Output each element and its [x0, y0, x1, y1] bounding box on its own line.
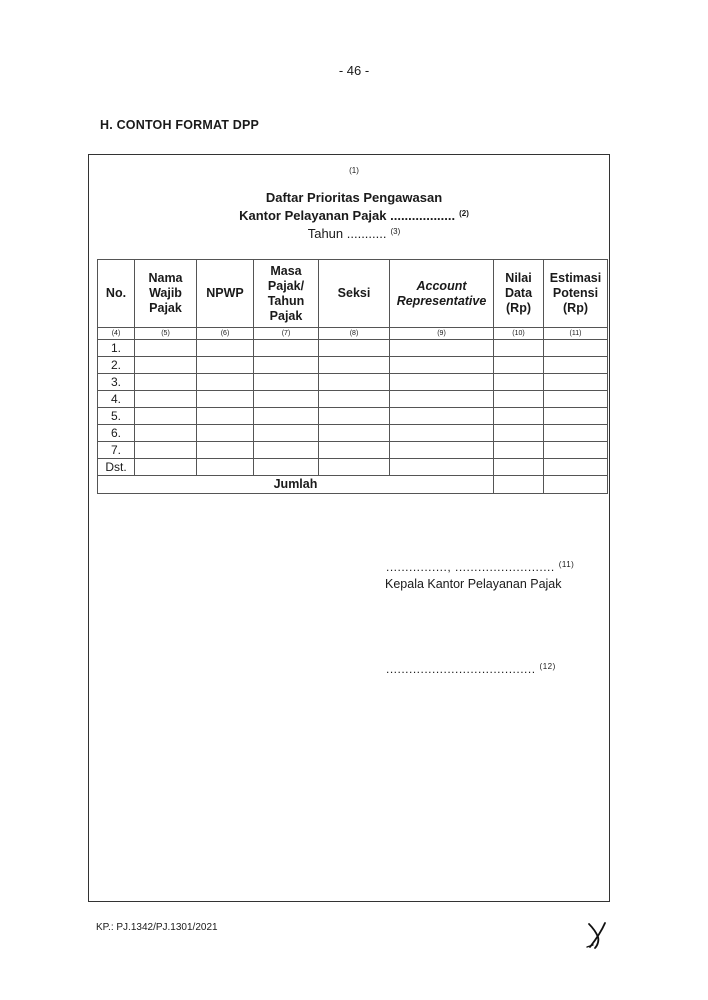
table-cell — [494, 374, 544, 391]
table-cell — [319, 357, 390, 374]
handwritten-initial-icon — [584, 918, 610, 957]
table-row — [98, 357, 608, 374]
place-date-dots: ................, .......................... — [386, 560, 555, 574]
row-number: 4. — [98, 391, 135, 408]
table-cell — [197, 340, 254, 357]
header-estimasi-potensi: Estimasi Potensi (Rp) — [544, 260, 608, 328]
row-number: Dst. — [98, 459, 135, 476]
table-cell — [254, 357, 319, 374]
column-number: (4) — [98, 328, 135, 340]
table-cell — [135, 357, 197, 374]
table-cell — [319, 408, 390, 425]
table-header-row — [98, 260, 608, 328]
table-row — [98, 425, 608, 442]
table-cell — [390, 340, 494, 357]
table-cell — [494, 442, 544, 459]
table-cell — [135, 459, 197, 476]
table-row — [98, 442, 608, 459]
table-row — [98, 374, 608, 391]
table-cell — [390, 425, 494, 442]
total-label: Jumlah — [98, 476, 494, 494]
table-cell — [135, 374, 197, 391]
table-cell — [494, 391, 544, 408]
section-title: H. CONTOH FORMAT DPP — [100, 118, 260, 132]
table-cell — [197, 408, 254, 425]
column-number: (9) — [390, 328, 494, 340]
table-cell — [390, 459, 494, 476]
table-cell — [135, 391, 197, 408]
column-number: (11) — [544, 328, 608, 340]
table-cell — [494, 459, 544, 476]
total-row — [98, 476, 608, 494]
table-cell — [197, 374, 254, 391]
table-row — [98, 459, 608, 476]
table-cell — [319, 374, 390, 391]
table-cell — [544, 408, 608, 425]
table-row — [98, 391, 608, 408]
table-cell — [319, 425, 390, 442]
table-cell — [254, 374, 319, 391]
column-number: (8) — [319, 328, 390, 340]
table-cell — [135, 442, 197, 459]
form-title-text1: Daftar Prioritas Pengawasan — [265, 190, 443, 205]
table-row — [98, 340, 608, 357]
table-cell — [135, 425, 197, 442]
table-cell — [135, 340, 197, 357]
table-cell — [197, 459, 254, 476]
table-cell — [254, 408, 319, 425]
column-number: (10) — [494, 328, 544, 340]
form-title-marker2: (2) — [459, 209, 469, 218]
form-title-line3 — [0, 226, 708, 241]
row-number: 7. — [98, 442, 135, 459]
column-number-row — [98, 328, 608, 340]
table-cell — [254, 425, 319, 442]
table-cell — [544, 442, 608, 459]
column-number: (7) — [254, 328, 319, 340]
footer-reference: KP.: PJ.1342/PJ.1301/2021 — [96, 922, 218, 933]
total-nilai-data-cell — [494, 476, 544, 494]
form-title-text3: Tahun ........... — [307, 226, 387, 241]
table-cell — [544, 357, 608, 374]
header-no: No. — [98, 260, 135, 328]
row-number: 2. — [98, 357, 135, 374]
table-cell — [319, 442, 390, 459]
header-masa-pajak: Masa Pajak/ Tahun Pajak — [254, 260, 319, 328]
name-dots: ....................................... — [386, 662, 536, 676]
table-cell — [254, 340, 319, 357]
table-cell — [390, 408, 494, 425]
table-cell — [544, 374, 608, 391]
signature-place-date — [386, 560, 574, 574]
table-cell — [197, 442, 254, 459]
header-account-representative: Account Representative — [390, 260, 494, 328]
table-cell — [197, 425, 254, 442]
table-cell — [390, 391, 494, 408]
column-number: (5) — [135, 328, 197, 340]
table-cell — [494, 425, 544, 442]
dpp-table — [97, 259, 608, 494]
header-seksi: Seksi — [319, 260, 390, 328]
form-title-line2 — [0, 208, 708, 223]
header-nilai-data: Nilai Data (Rp) — [494, 260, 544, 328]
header-npwp: NPWP — [197, 260, 254, 328]
table-cell — [494, 340, 544, 357]
form-title-line1 — [0, 190, 708, 205]
table-cell — [254, 459, 319, 476]
table-cell — [319, 340, 390, 357]
form-title-text2: Kantor Pelayanan Pajak .................. — [239, 208, 456, 223]
table-cell — [544, 459, 608, 476]
total-estimasi-potensi-cell — [544, 476, 608, 494]
table-cell — [544, 391, 608, 408]
table-cell — [319, 391, 390, 408]
row-number: 5. — [98, 408, 135, 425]
place-date-marker: (11) — [558, 560, 575, 569]
form-title-marker3: (3) — [390, 227, 401, 236]
table-cell — [197, 391, 254, 408]
header-nama-wajib-pajak: Nama Wajib Pajak — [135, 260, 197, 328]
table-cell — [319, 459, 390, 476]
row-number: 3. — [98, 374, 135, 391]
table-cell — [254, 391, 319, 408]
table-cell — [390, 357, 494, 374]
signature-title: Kepala Kantor Pelayanan Pajak — [385, 577, 562, 591]
table-cell — [544, 340, 608, 357]
page-number: - 46 - — [338, 63, 370, 78]
table-cell — [390, 374, 494, 391]
table-cell — [135, 408, 197, 425]
table-cell — [544, 425, 608, 442]
table-cell — [197, 357, 254, 374]
table-cell — [390, 442, 494, 459]
form-top-marker: (1) — [349, 166, 359, 175]
table-cell — [494, 357, 544, 374]
column-number: (6) — [197, 328, 254, 340]
row-number: 1. — [98, 340, 135, 357]
signature-name-line — [386, 662, 556, 676]
table-cell — [494, 408, 544, 425]
table-cell — [254, 442, 319, 459]
table-row — [98, 408, 608, 425]
name-marker: (12) — [539, 662, 556, 671]
row-number: 6. — [98, 425, 135, 442]
